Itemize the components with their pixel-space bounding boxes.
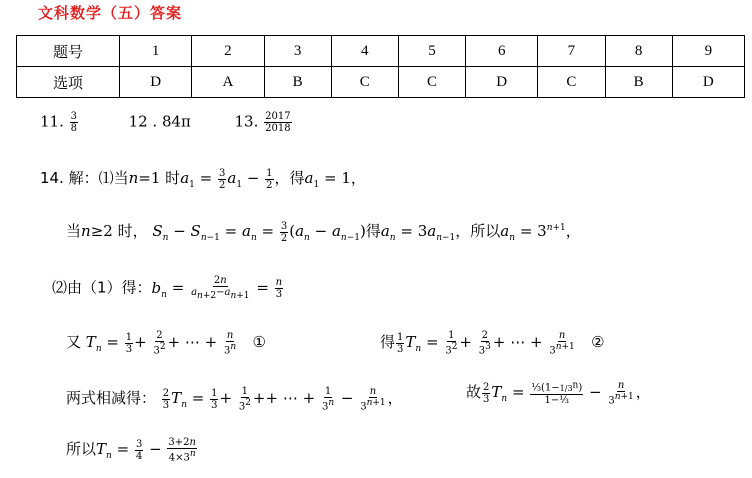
q14-line5-mid: 故	[466, 383, 482, 402]
question-number-cell: 4	[331, 36, 398, 67]
question-number-cell: 1	[120, 36, 192, 67]
answer-cell: B	[605, 67, 672, 98]
question-number-cell: 8	[605, 36, 672, 67]
q14-line-3: ⑵由（1）得：$b_n$ = $\frac{2n}{a_{n+2}-a_{n+1}}$ = $\frac{n}{3}$	[52, 275, 283, 301]
q14-intro: 14. 解：⑴当	[40, 169, 129, 187]
answer-cell: C	[538, 67, 605, 98]
question-number-cell: 7	[538, 36, 605, 67]
q14-line-4: 又 $T_n$ = $\frac{1}{3}$ + $\frac{2}{3^2}$ + ⋯ + $\frac{n}{3^n}$ ①	[66, 330, 266, 357]
answer-cell: D	[466, 67, 538, 98]
q14-line-2: 当n≥2 时， $S_n - S_{n-1} = a_n$ = $\frac{3}{2}$ $(a_n - a_{n-1})$得$a_n = 3a_{n-1}$，所以$a_n = 3^{n+1}$，	[66, 220, 581, 244]
answer-table	[16, 35, 745, 98]
q13-fraction: $\frac{2017}{2018}$	[265, 111, 291, 134]
table-row-header: 题号	[17, 36, 120, 67]
q14-line-4b: 得 $\frac{1}{3}$ $T_n$ = $\frac{1}{3^2}$ + $\frac{2}{3^3}$ + ⋯ + $\frac{n}{3^{n+1}}$ ②	[380, 330, 605, 357]
q14-line2-lead: 当	[66, 222, 82, 240]
q14-line-1: 14. 解：⑴当n=1 时$a_1$ = $\frac{3}{2}$ $a_1$ − $\frac{1}{2}$ ，得$a_1 = 1$，	[40, 167, 366, 191]
table-row-header: 选项	[17, 67, 120, 98]
answer-cell: D	[672, 67, 744, 98]
answer-cell: D	[120, 67, 192, 98]
question-number-cell: 2	[192, 36, 264, 67]
table-row	[17, 36, 745, 67]
q14-line-5: 两式相减得： $\frac{2}{3}$ $T_n$ = $\frac{1}{3}$ + $\frac{1}{3^2}$ ++ ⋯ + $\frac{1}{3^n}$ − $\frac{n}{3^{n+1}}$ ，	[66, 386, 403, 413]
fill-in-answers	[40, 111, 293, 134]
q12-answer: 12 . 84π	[128, 112, 191, 131]
answer-cell: A	[192, 67, 264, 98]
q11-label: 11.	[40, 112, 64, 131]
q11-fraction: $\frac{3}{8}$	[70, 111, 78, 134]
question-number-cell: 3	[264, 36, 331, 67]
question-number-cell: 9	[672, 36, 744, 67]
answer-cell: C	[331, 67, 398, 98]
page-title: 文科数学（五）答案	[38, 4, 183, 22]
question-number-cell: 6	[466, 36, 538, 67]
q14-line3-lead: ⑵由（1）得：	[52, 278, 152, 297]
q14-line-5b: 故 $\frac{2}{3}$ $T_n$ = $\frac{\frac{1}{3}(1-1/3^n)}{\text{1−⅓}}$ − $\frac{n}{3^{n+1}}$ ，	[466, 380, 651, 407]
q14-line-6: 所以$T_n$ = $\frac{3}{4}$ − $\frac{3+2n}{4\times 3^n}$	[66, 437, 196, 464]
question-number-cell: 5	[398, 36, 465, 67]
q14-line4-mid: 得	[380, 333, 396, 352]
q14-line6-lead: 所以	[66, 440, 97, 459]
table-row	[17, 67, 745, 98]
equation-mark-1: ①	[252, 333, 266, 352]
q13-label: 13.	[234, 112, 259, 131]
answer-cell: B	[264, 67, 331, 98]
q14-line5-lead: 两式相减得：	[66, 389, 157, 408]
equation-mark-2: ②	[591, 333, 605, 352]
answer-cell: C	[398, 67, 465, 98]
q14-line4-lead: 又	[66, 333, 82, 352]
